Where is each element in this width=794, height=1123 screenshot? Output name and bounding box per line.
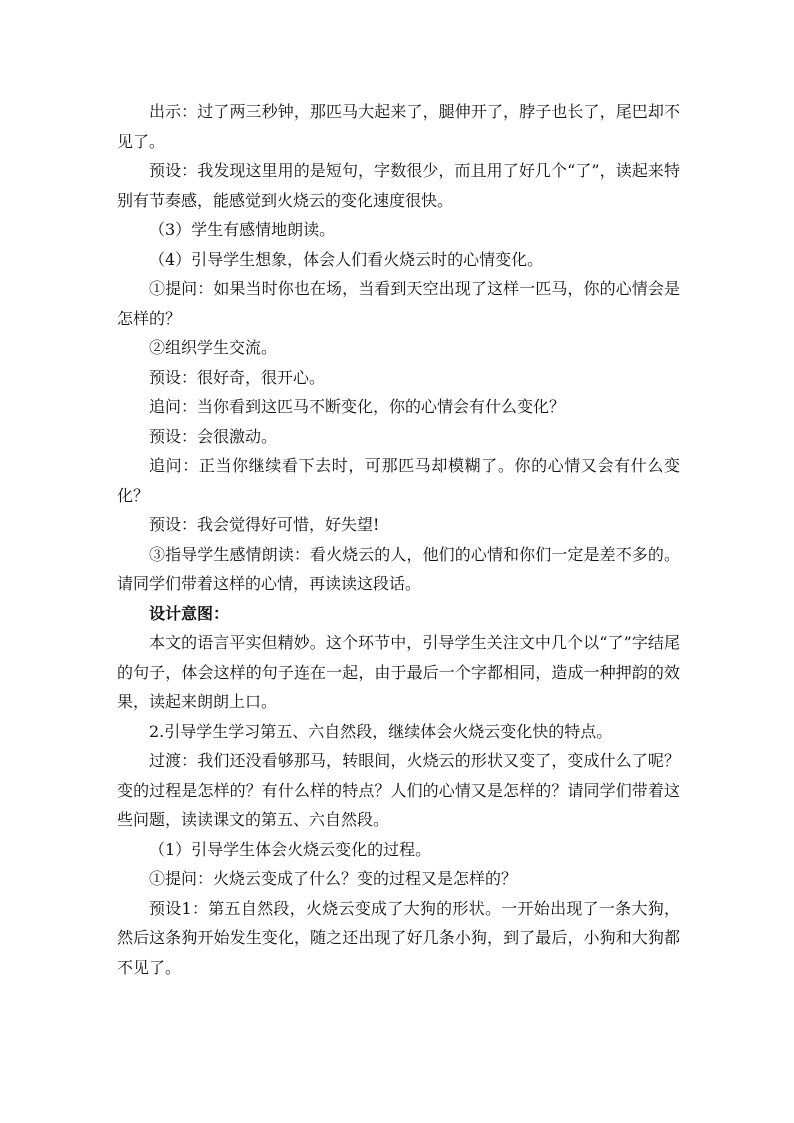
paragraph: 追问：正当你继续看下去时，可那匹马却模糊了。你的心情又会有什么变化？ bbox=[117, 456, 680, 505]
paragraph: 追问：当你看到这匹马不断变化，你的心情会有什么变化？ bbox=[149, 397, 566, 416]
paragraph: 预设1：第五自然段，火烧云变成了大狗的形状。一开始出现了一条大狗，然后这条狗开始发生变化，随之还出现了好几条小狗，到了最后，小狗和大狗都不见了。 bbox=[117, 898, 680, 977]
paragraph: 预设：我会觉得好可惜，好失望! bbox=[149, 515, 380, 534]
paragraph: ①提问：火烧云变成了什么？变的过程又是怎样的？ bbox=[149, 869, 518, 888]
paragraph: （3）学生有感情地朗读。 bbox=[149, 220, 336, 239]
paragraph: （1）引导学生体会火烧云变化的过程。 bbox=[149, 839, 432, 859]
paragraph: ②组织学生交流。 bbox=[149, 338, 278, 357]
paragraph: 预设：我发现这里用的是短句，字数很少，而且用了好几个“了”，读起来特别有节奏感，能感觉到火烧云的变化速度很快。 bbox=[117, 161, 680, 210]
paragraph: （4）引导学生想象，体会人们看火烧云时的心情变化。 bbox=[149, 249, 544, 269]
paragraph: 预设：很好奇，很开心。 bbox=[149, 367, 326, 387]
paragraph: ①提问：如果当时你也在场，当看到天空出现了这样一匹马，你的心情会是怎样的？ bbox=[117, 279, 680, 328]
paragraph: 本文的语言平实但精妙。这个环节中，引导学生关注文中几个以“了”字结尾的句子，体会这样的句子连在一起，由于最后一个字都相同，造成一种押韵的效果，读起来朗朗上口。 bbox=[117, 633, 680, 711]
paragraph: ③指导学生感情朗读：看火烧云的人，他们的心情和你们一定是差不多的。请同学们带着这样的心情，再读读这段话。 bbox=[117, 544, 680, 593]
paragraph: 过渡：我们还没看够那马，转眼间，火烧云的形状又变了，变成什么了呢？变的过程是怎样的？有什么样的特点？人们的心情又是怎样的？请同学们带着这些问题，读读课文的第五、六自然段。 bbox=[117, 751, 680, 829]
paragraph: 预设：会很激动。 bbox=[149, 426, 278, 446]
paragraph: 2.引导学生学习第五、六自然段，继续体会火烧云变化快的特点。 bbox=[149, 721, 613, 741]
section-heading: 设计意图： bbox=[149, 603, 230, 623]
document-body bbox=[117, 97, 680, 982]
paragraph: 出示：过了两三秒钟，那匹马大起来了，腿伸开了，脖子也长了，尾巴却不见了。 bbox=[117, 102, 680, 151]
